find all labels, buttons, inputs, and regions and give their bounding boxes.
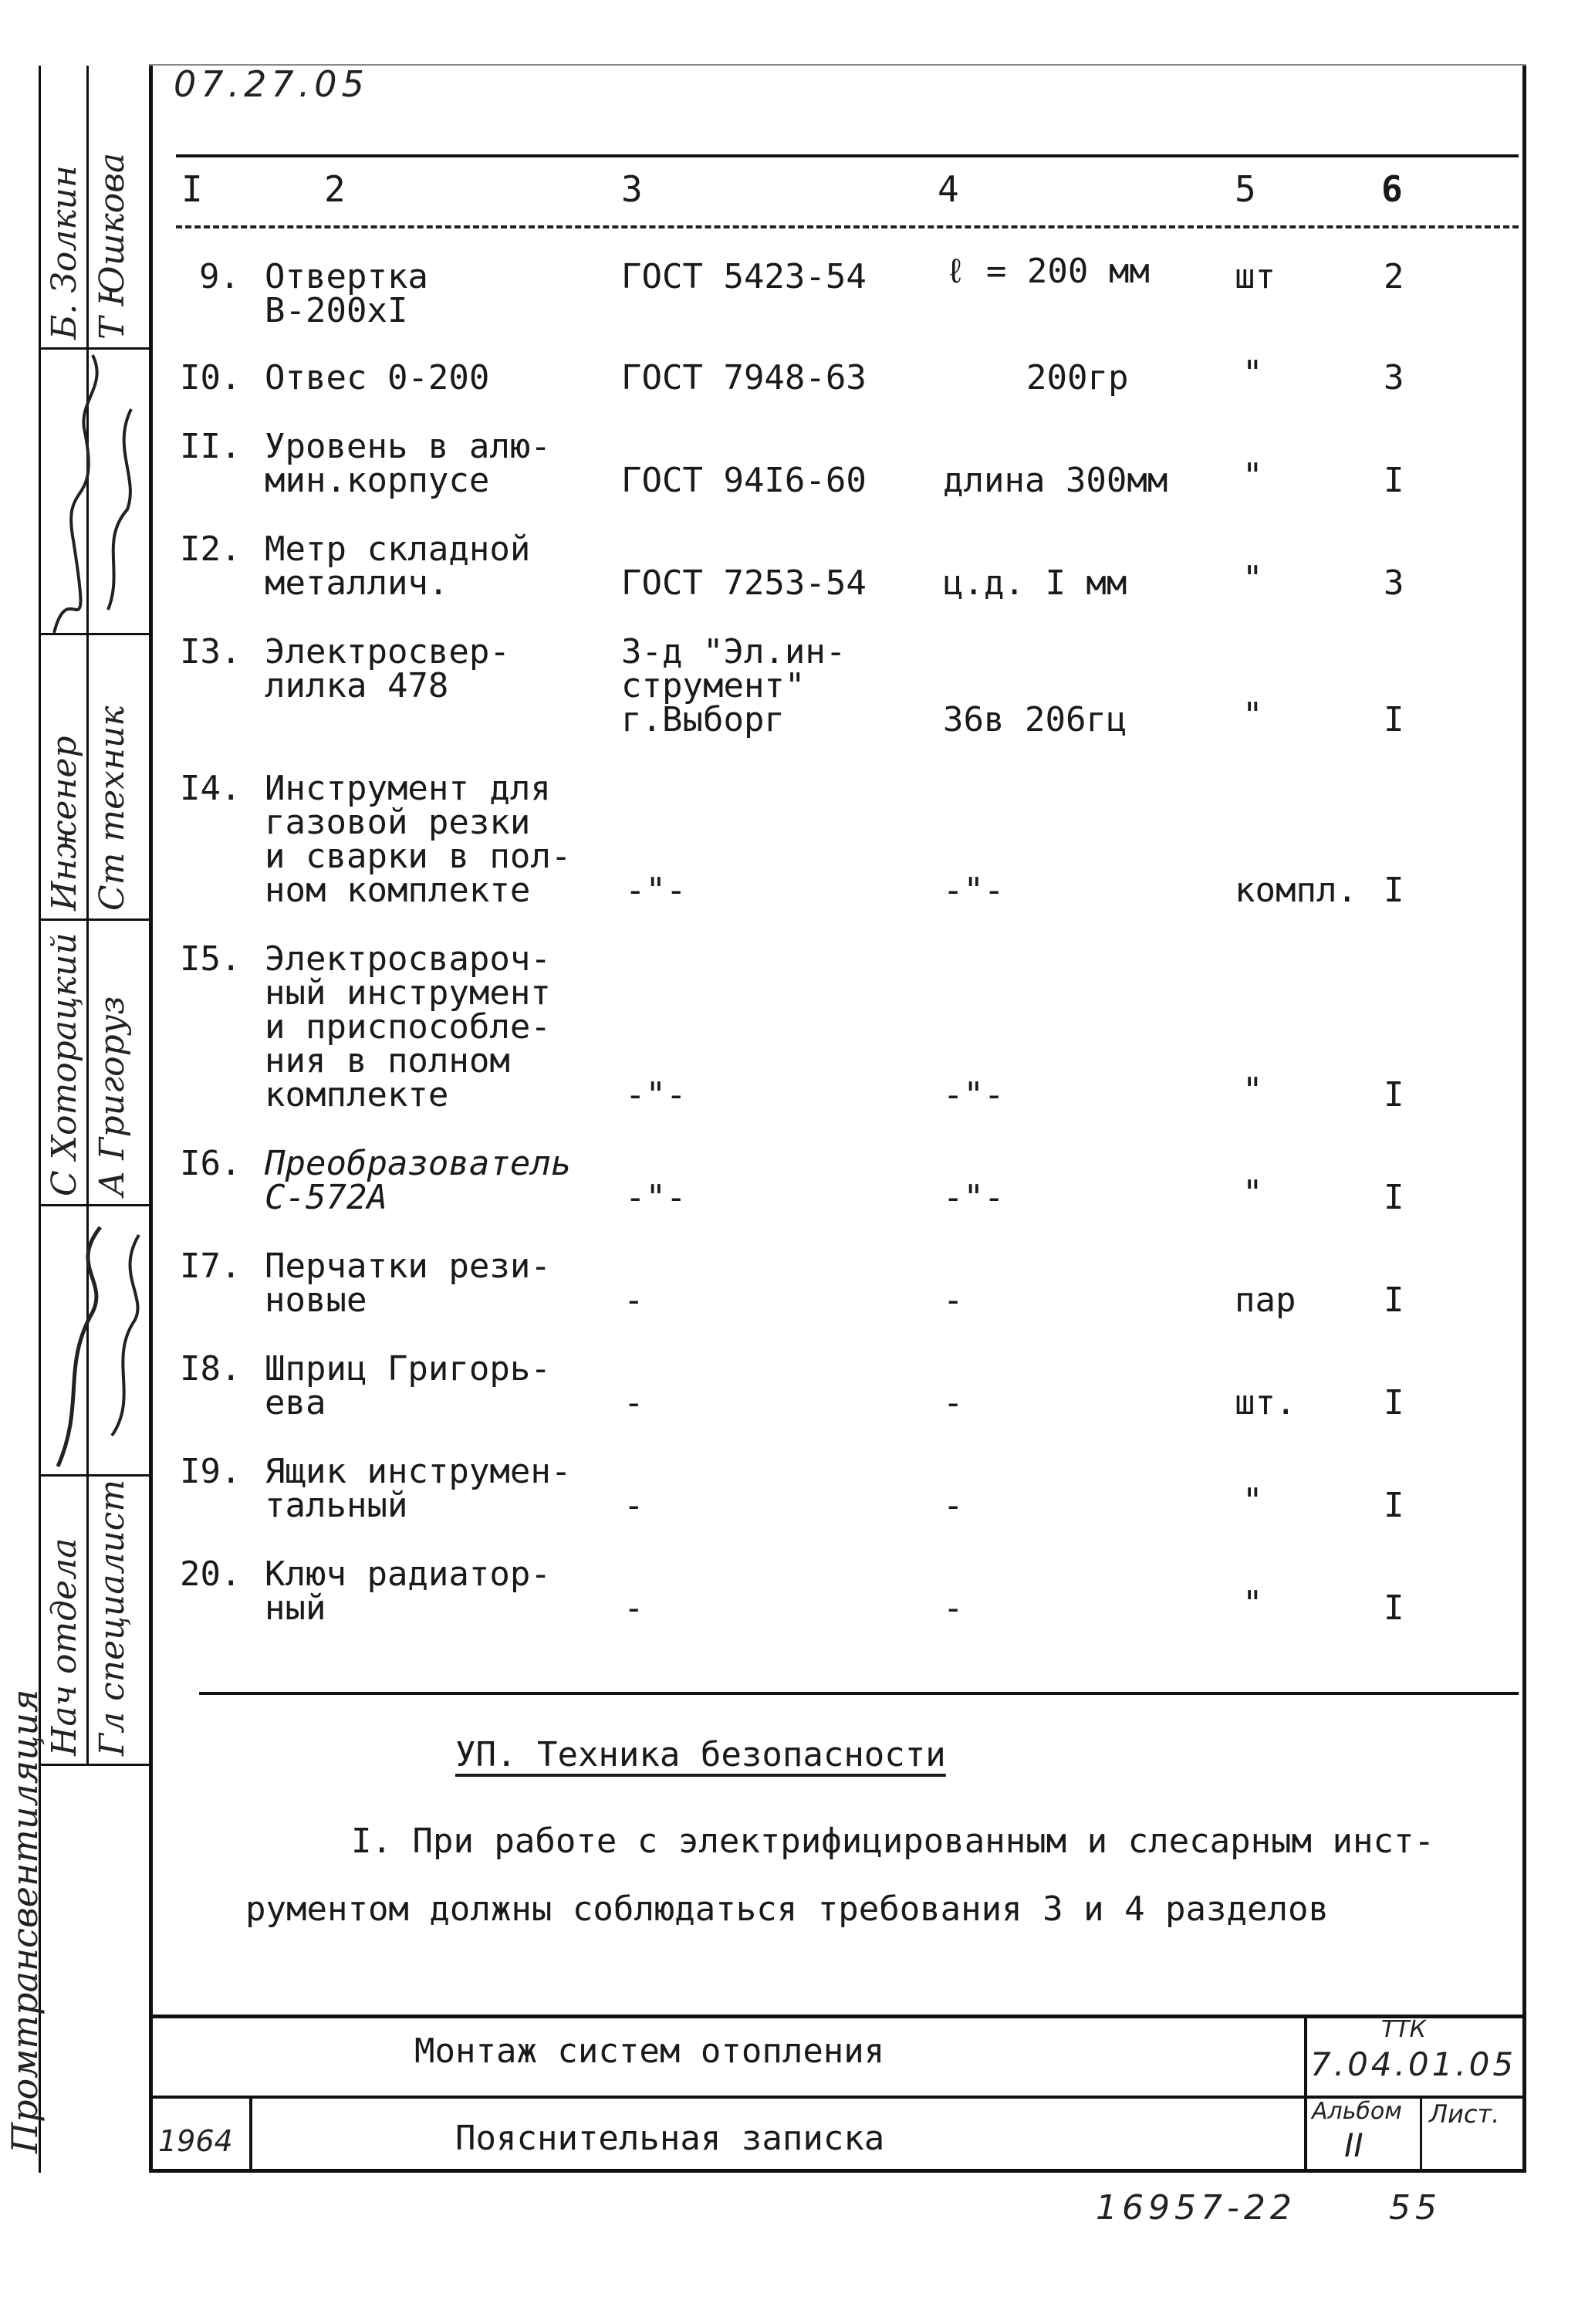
title-block-ttk-code: 7.04.01.05 (1310, 2045, 1517, 2083)
row-11-number: II. (180, 427, 242, 466)
row-15-name: Электросвароч- ный инструмент и приспособле- ния в полном комплекте (265, 939, 551, 1115)
frame-bottom-border (149, 2169, 1526, 2173)
row-17-name: Перчатки рези- новые (265, 1247, 551, 1320)
row-20-unit: " (1242, 1584, 1263, 1623)
margin-signer-3: С Хоторацкий (45, 932, 84, 1196)
row-14-standard: -"- (625, 871, 687, 910)
title-block-subtitle: Пояснительная записка (455, 2119, 885, 2158)
title-block-ttk-label: ТТК (1381, 2016, 1426, 2043)
margin-signer-7: А Григоруз (93, 996, 132, 1196)
row-13-standard: З-д "Эл.ин- струмент" г.Выборг (621, 632, 846, 739)
margin-row-sep-6 (39, 1764, 150, 1766)
margin-signer-2: Инженер (45, 736, 84, 911)
row-16-name: Преобразователь С-572А (265, 1144, 572, 1217)
row-13-name: Электросвер- лилка 478 (265, 632, 510, 705)
title-block-year-divider (249, 2096, 252, 2173)
row-13-qty: I (1384, 700, 1404, 739)
row-17-qty: I (1384, 1280, 1404, 1320)
row-11-qty: I (1384, 461, 1404, 500)
row-14-number: I4. (180, 769, 242, 808)
row-10-qty: 3 (1384, 358, 1404, 397)
row-9-name: Отвертка В-200хI (265, 257, 428, 330)
row-12-qty: 3 (1384, 563, 1404, 603)
row-13-number: I3. (180, 632, 242, 671)
footer-code: 16957-22 (1096, 2188, 1296, 2228)
row-14-qty: I (1384, 871, 1404, 910)
header-dashed-rule (176, 225, 1519, 228)
title-block-year: 1964 (158, 2124, 233, 2158)
row-15-spec: -"- (943, 1075, 1005, 1115)
row-20-name: Ключ радиатор- ный (265, 1554, 551, 1628)
row-19-spec: - (943, 1486, 964, 1525)
row-10-number: I0. (180, 358, 242, 397)
row-18-spec: - (943, 1383, 964, 1422)
row-20-standard: - (623, 1588, 644, 1628)
row-14-name: Инструмент для газовой резки и сварки в пол- ном комплекте (265, 769, 572, 910)
row-16-qty: I (1384, 1178, 1404, 1217)
row-12-spec: ц.д. I мм (943, 563, 1127, 603)
col-header-3: 3 (621, 168, 643, 210)
footer-sheet-number: 55 (1389, 2188, 1441, 2228)
row-10-standard: ГОСТ 7948-63 (621, 358, 867, 397)
margin-signer-4: Нач отдела (45, 1537, 84, 1756)
title-block-album-value: II (1344, 2126, 1364, 2164)
row-13-spec: 36в 206гц (943, 700, 1127, 739)
row-18-qty: I (1384, 1383, 1404, 1422)
row-18-name: Шприц Григорь- ева (265, 1349, 551, 1422)
section-paragraph-line-2: рументом должны соблюдаться требования 3 и 4 разделов (245, 1889, 1329, 1929)
row-16-number: I6. (180, 1144, 242, 1183)
row-20-spec: - (943, 1588, 964, 1628)
row-11-name: Уровень в алю- мин.корпусе (265, 427, 551, 500)
row-15-qty: I (1384, 1075, 1404, 1115)
row-10-name: Отвес 0-200 (265, 358, 490, 397)
row-17-spec: - (943, 1280, 964, 1320)
row-9-spec: ℓ = 200 мм (945, 252, 1150, 291)
row-14-spec: -"- (943, 871, 1005, 910)
row-19-qty: I (1384, 1486, 1404, 1525)
row-14-unit: компл. (1235, 871, 1357, 910)
margin-signer-8: Гл специалист (93, 1479, 132, 1756)
row-18-standard: - (623, 1383, 644, 1422)
row-11-unit: " (1242, 456, 1263, 496)
row-17-unit: пар (1235, 1280, 1296, 1320)
row-11-standard: ГОСТ 94I6-60 (621, 461, 867, 500)
row-13-unit: " (1242, 695, 1263, 735)
col-header-4: 4 (938, 168, 959, 210)
row-12-name: Метр складной металлич. (265, 529, 531, 603)
signature-scribbles (39, 340, 150, 1482)
row-16-spec: -"- (943, 1178, 1005, 1217)
row-17-standard: - (623, 1280, 644, 1320)
section-title: УП. Техника безопасности (455, 1735, 946, 1774)
row-11-spec: длина 300мм (943, 461, 1168, 500)
col-header-1: I (181, 168, 203, 210)
col-header-6: 6 (1381, 168, 1403, 210)
row-20-qty: I (1384, 1588, 1404, 1628)
margin-org-name: Промтрансвентиляция (4, 1689, 46, 2153)
row-10-spec: 200гр (1026, 358, 1129, 397)
row-19-standard: - (623, 1486, 644, 1525)
row-20-number: 20. (180, 1554, 242, 1594)
row-18-unit: шт. (1235, 1383, 1296, 1422)
row-17-number: I7. (180, 1247, 242, 1286)
title-block-right-divider (1304, 2014, 1307, 2173)
row-16-standard: -"- (625, 1178, 687, 1217)
row-19-number: I9. (180, 1452, 242, 1491)
section-paragraph-line-1: I. При работе с электрифицированным и слесарным инст- (351, 1822, 1434, 1861)
row-15-number: I5. (180, 939, 242, 979)
margin-signer-5: Т Юшкова (93, 152, 132, 340)
row-9-standard: ГОСТ 5423-54 (621, 257, 867, 296)
row-9-qty: 2 (1384, 257, 1404, 296)
row-10-unit: " (1242, 354, 1263, 393)
title-block-top-rule (149, 2014, 1526, 2018)
row-16-unit: " (1242, 1173, 1263, 1213)
row-12-number: I2. (180, 529, 242, 569)
row-19-name: Ящик инструмен- тальный (265, 1452, 572, 1525)
col-header-2: 2 (324, 168, 346, 210)
row-9-number: 9. (199, 257, 240, 296)
row-18-number: I8. (180, 1349, 242, 1389)
row-15-unit: " (1242, 1071, 1263, 1110)
table-bottom-rule (199, 1692, 1519, 1695)
title-block-title: Монтаж систем отопления (414, 2031, 885, 2071)
frame-right-border (1522, 66, 1526, 2173)
col-header-5: 5 (1235, 168, 1256, 210)
row-19-unit: " (1242, 1481, 1263, 1521)
title-block-sheet-label: Лист. (1429, 2099, 1500, 2129)
margin-signer-1: Б. Золкин (45, 165, 84, 340)
row-9-unit: шт (1235, 257, 1276, 296)
margin-signer-6: Ст техник (93, 705, 132, 911)
row-12-standard: ГОСТ 7253-54 (621, 563, 867, 603)
document-code: 07.27.05 (174, 63, 369, 105)
title-block-album-label: Альбом (1312, 2098, 1402, 2125)
title-block-sheet-divider (1420, 2096, 1422, 2173)
table-top-rule (176, 154, 1519, 157)
row-15-standard: -"- (625, 1075, 687, 1115)
row-12-unit: " (1242, 559, 1263, 598)
